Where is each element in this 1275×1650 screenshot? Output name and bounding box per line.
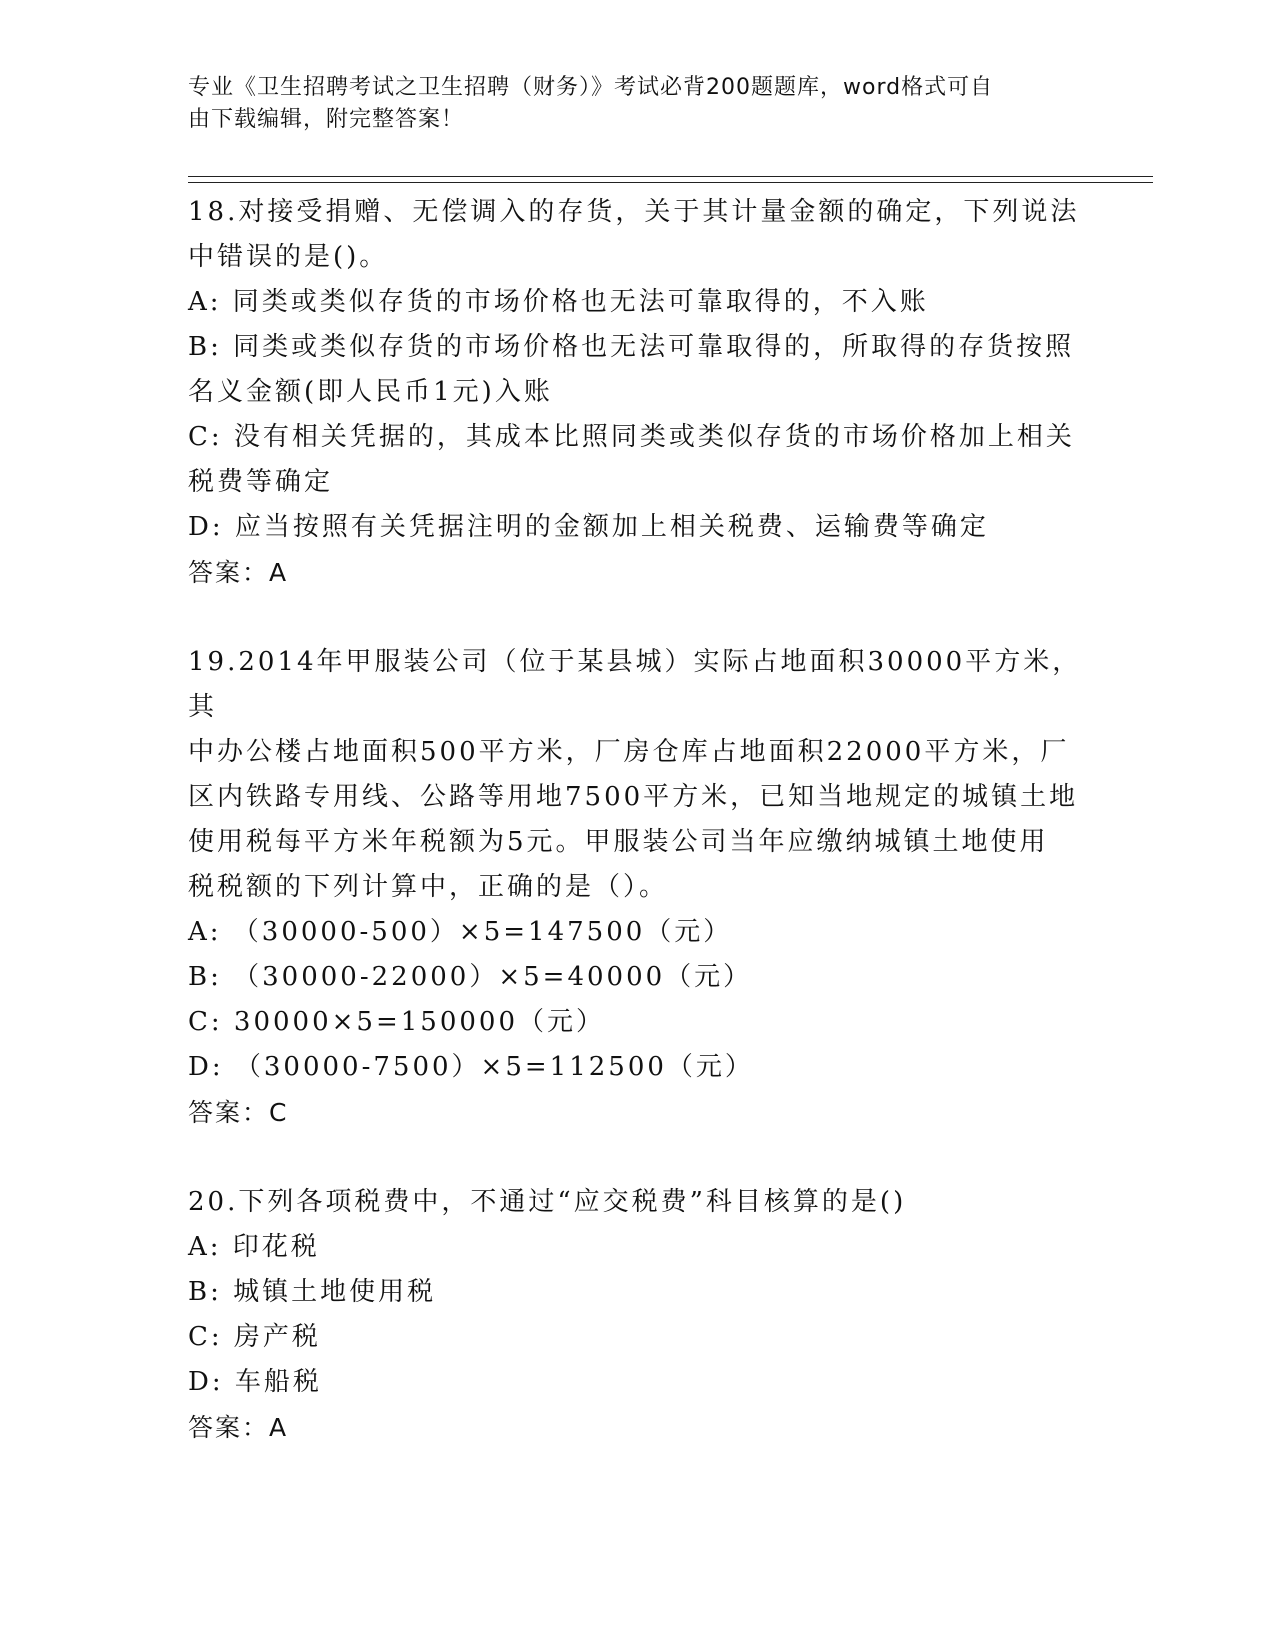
question-stem-line: 中错误的是()。 (188, 242, 389, 272)
question-19 (188, 640, 1088, 1135)
option-a: A: 同类或类似存货的市场价格也无法可靠取得的，不入账 (188, 287, 929, 317)
question-stem-line: 20.下列各项税费中，不通过“应交税费”科目核算的是() (188, 1187, 907, 1217)
answer: 答案：A (188, 1413, 289, 1442)
option-a: A: （30000-500）×5=147500（元） (188, 917, 733, 947)
option-b: B: 同类或类似存货的市场价格也无法可靠取得的，所取得的存货按照 (188, 332, 1075, 362)
spacer (188, 1135, 1088, 1180)
question-18 (188, 190, 1088, 595)
document-header (188, 72, 1078, 136)
question-stem-line: 19.2014年甲服装公司（位于某县城）实际占地面积30000平方米，其 (188, 647, 1082, 722)
option-c: C: 没有相关凭据的，其成本比照同类或类似存货的市场价格加上相关 (188, 422, 1075, 452)
question-20 (188, 1180, 1088, 1450)
question-stem-line: 税税额的下列计算中，正确的是（）。 (188, 872, 669, 902)
option-a: A: 印花税 (188, 1232, 320, 1262)
header-divider (188, 182, 1153, 183)
question-stem-line: 中办公楼占地面积500平方米，厂房仓库占地面积22000平方米，厂 (188, 737, 1070, 767)
option-d: D: 应当按照有关凭据注明的金额加上相关税费、运输费等确定 (188, 512, 989, 542)
option-b-continued: 名义金额(即人民币1元)入账 (188, 377, 553, 407)
option-c-continued: 税费等确定 (188, 467, 334, 497)
option-c: C: 房产税 (188, 1322, 321, 1352)
header-line: 由下载编辑，附完整答案！ (188, 107, 465, 132)
option-b: B: 城镇土地使用税 (188, 1277, 437, 1307)
question-stem-line: 区内铁路专用线、公路等用地7500平方米，已知当地规定的城镇土地 (188, 782, 1079, 812)
option-d: D: 车船税 (188, 1367, 322, 1397)
answer: 答案：A (188, 558, 289, 587)
option-b: B: （30000-22000）×5=40000（元） (188, 962, 753, 992)
question-stem-line: 使用税每平方米年税额为5元。甲服装公司当年应缴纳城镇土地使用 (188, 827, 1049, 857)
spacer (188, 595, 1088, 640)
header-divider (188, 176, 1153, 177)
header-line: 专业《卫生招聘考试之卫生招聘（财务）》考试必背200题题库，word格式可自 (188, 75, 994, 100)
question-stem-line: 18.对接受捐赠、无偿调入的存货，关于其计量金额的确定，下列说法 (188, 197, 1080, 227)
option-c: C: 30000×5=150000（元） (188, 1007, 605, 1037)
option-d: D: （30000-7500）×5=112500（元） (188, 1052, 754, 1082)
answer: 答案：C (188, 1098, 289, 1127)
question-list (188, 190, 1088, 1450)
